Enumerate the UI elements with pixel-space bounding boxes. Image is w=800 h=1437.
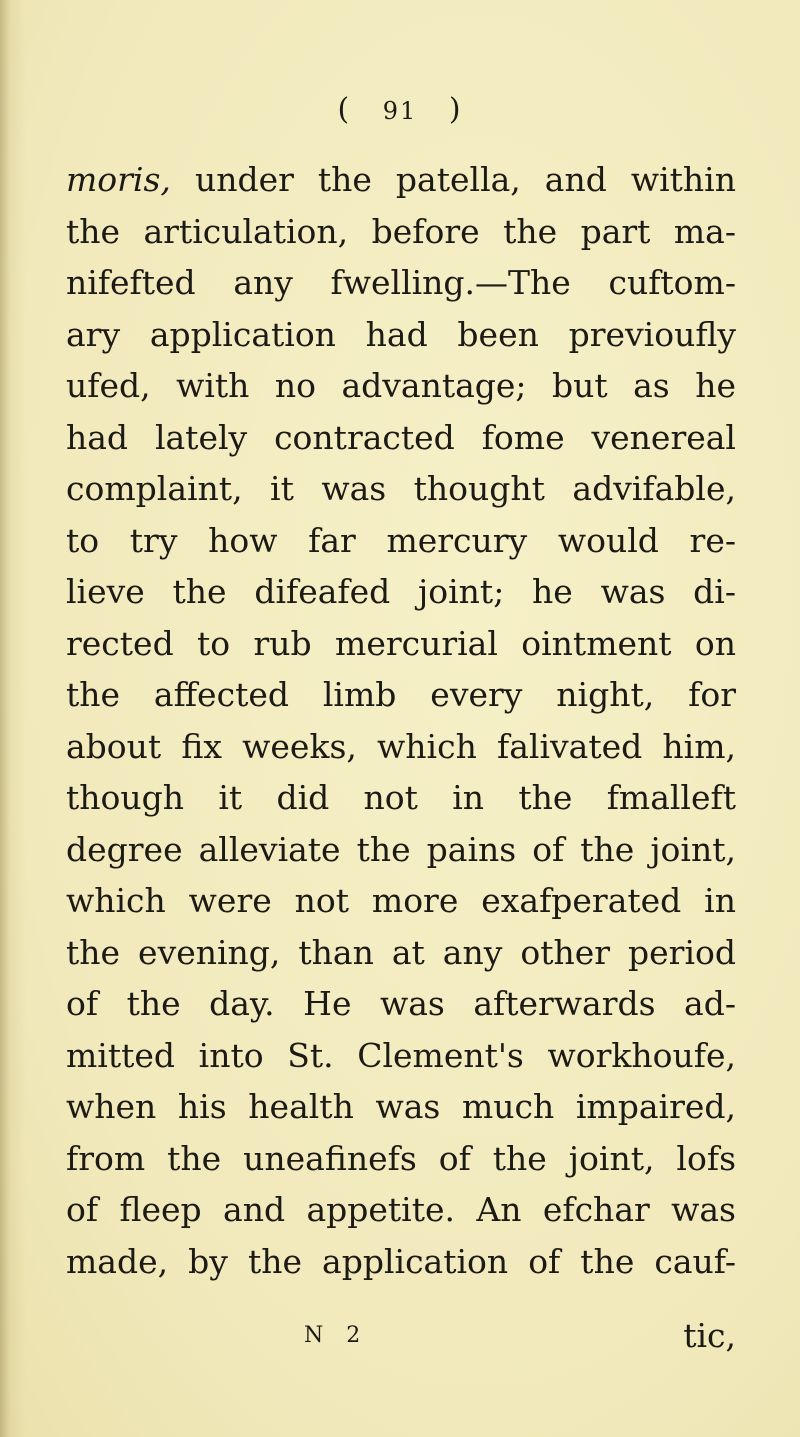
text-line: mitted into St. Clement's workhoufe, <box>66 1035 736 1075</box>
text-line: complaint, it was thought advifable, <box>66 469 736 508</box>
text-line: the evening, than at any other period <box>66 932 736 972</box>
text-line: the affected limb every night, for <box>66 675 736 714</box>
page-number: 91 <box>382 97 418 125</box>
text-line: ufed, with no advantage; but as he <box>66 366 736 405</box>
text-line: to try how far mercury would re- <box>66 520 736 560</box>
text-line: had lately contracted fome venereal <box>66 417 736 457</box>
text-line: about fix weeks, which falivated him, <box>66 726 736 766</box>
text-line: made, by the application of the cauf- <box>66 1241 736 1281</box>
text-line: rected to rub mercurial ointment on <box>66 623 736 663</box>
body-text <box>66 154 736 1287</box>
text-line: when his health was much impaired, <box>66 1087 736 1126</box>
signature-mark: N 2 <box>304 1323 369 1348</box>
text-line: though it did not in the fmalleft <box>66 778 736 817</box>
text-line: the articulation, before the part ma- <box>66 211 736 251</box>
catchword: tic, <box>683 1316 736 1355</box>
text-line: of the day. He was afterwards ad- <box>66 984 736 1023</box>
text-line: nifefted any fwelling.—The cuftom- <box>66 263 736 302</box>
first-line-rest: under the patella, and within <box>194 160 736 199</box>
text-line: lieve the difeafed joint; he was di- <box>66 572 736 611</box>
text-line: degree alleviate the pains of the joint, <box>66 829 736 869</box>
text-line: of fleep and appetite. An efchar was <box>66 1190 736 1229</box>
page-footer <box>66 1310 736 1362</box>
page-header <box>0 92 800 127</box>
text-line <box>66 154 736 206</box>
text-line: from the uneafinefs of the joint, lofs <box>66 1138 736 1178</box>
italic-word: moris, <box>66 160 171 199</box>
header-open-paren: ( <box>337 92 352 127</box>
header-close-paren: ) <box>448 92 463 127</box>
text-line: ary application had been previoufly <box>66 314 736 354</box>
text-line: which were not more exafperated in <box>66 881 736 920</box>
